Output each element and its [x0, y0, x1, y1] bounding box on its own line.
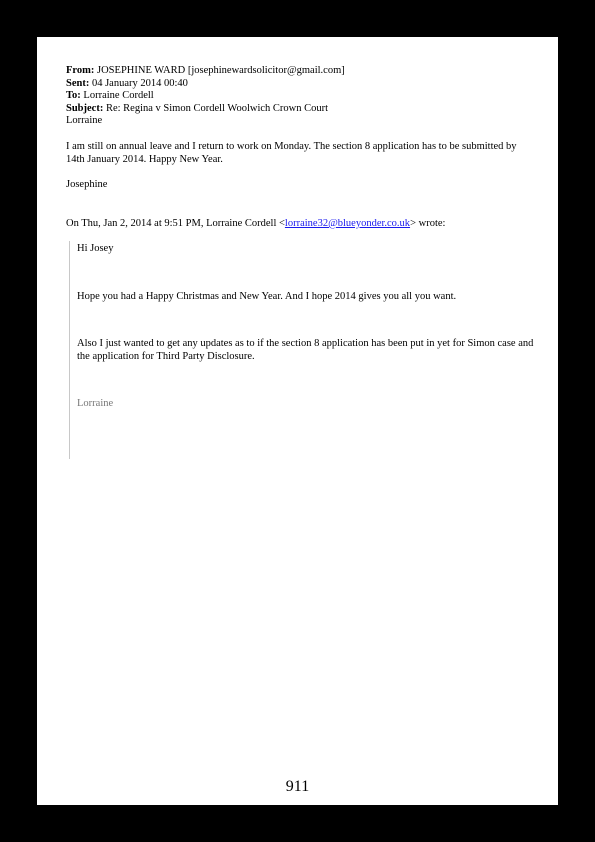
quote-intro-prefix: On Thu, Jan 2, 2014 at 9:51 PM, Lorraine Cordell <	[66, 217, 285, 229]
sender-email-link[interactable]: lorraine32@blueyonder.co.uk	[284, 217, 411, 229]
quoted-line-1: Hope you had a Happy Christmas and New Year. And I hope 2014 gives you all you want.	[77, 290, 457, 302]
subject-value: Re: Regina v Simon Cordell Woolwich Crown Court	[105, 102, 329, 114]
sent-value: 04 January 2014 00:40	[91, 77, 188, 89]
reply-signoff: Josephine	[66, 179, 108, 191]
sent-row	[66, 78, 536, 91]
quoted-message	[69, 241, 542, 459]
quote-intro-suffix: > wrote:	[410, 217, 446, 229]
email-content	[66, 65, 536, 230]
from-row	[66, 65, 536, 78]
from-label: From:	[66, 65, 95, 76]
quoted-signature: Lorraine	[77, 398, 114, 410]
to-label: To:	[66, 90, 81, 102]
sent-label: Sent:	[66, 77, 90, 89]
from-value: JOSEPHINE WARD [josephinewardsolicitor@gmail.com]	[97, 65, 345, 76]
subject-label: Subject:	[66, 102, 104, 114]
reply-body: I am still on annual leave and I return to work on Monday. The section 8 application has to be submitted by 14th January 2014. Happy New Year.	[66, 140, 517, 165]
quoted-greeting: Hi Josey	[77, 243, 114, 254]
to-value: Lorraine Cordell	[83, 90, 154, 102]
reply-salutation: Lorraine	[66, 115, 103, 127]
quote-intro	[66, 218, 536, 231]
to-row	[66, 90, 536, 103]
subject-row	[66, 103, 536, 116]
quoted-line-2: Also I just wanted to get any updates as to if the section 8 application has been put in yet for Simon case and the application for Third Party Disclosure.	[77, 338, 534, 362]
page-number: 911	[285, 778, 310, 795]
document-page	[37, 37, 558, 805]
